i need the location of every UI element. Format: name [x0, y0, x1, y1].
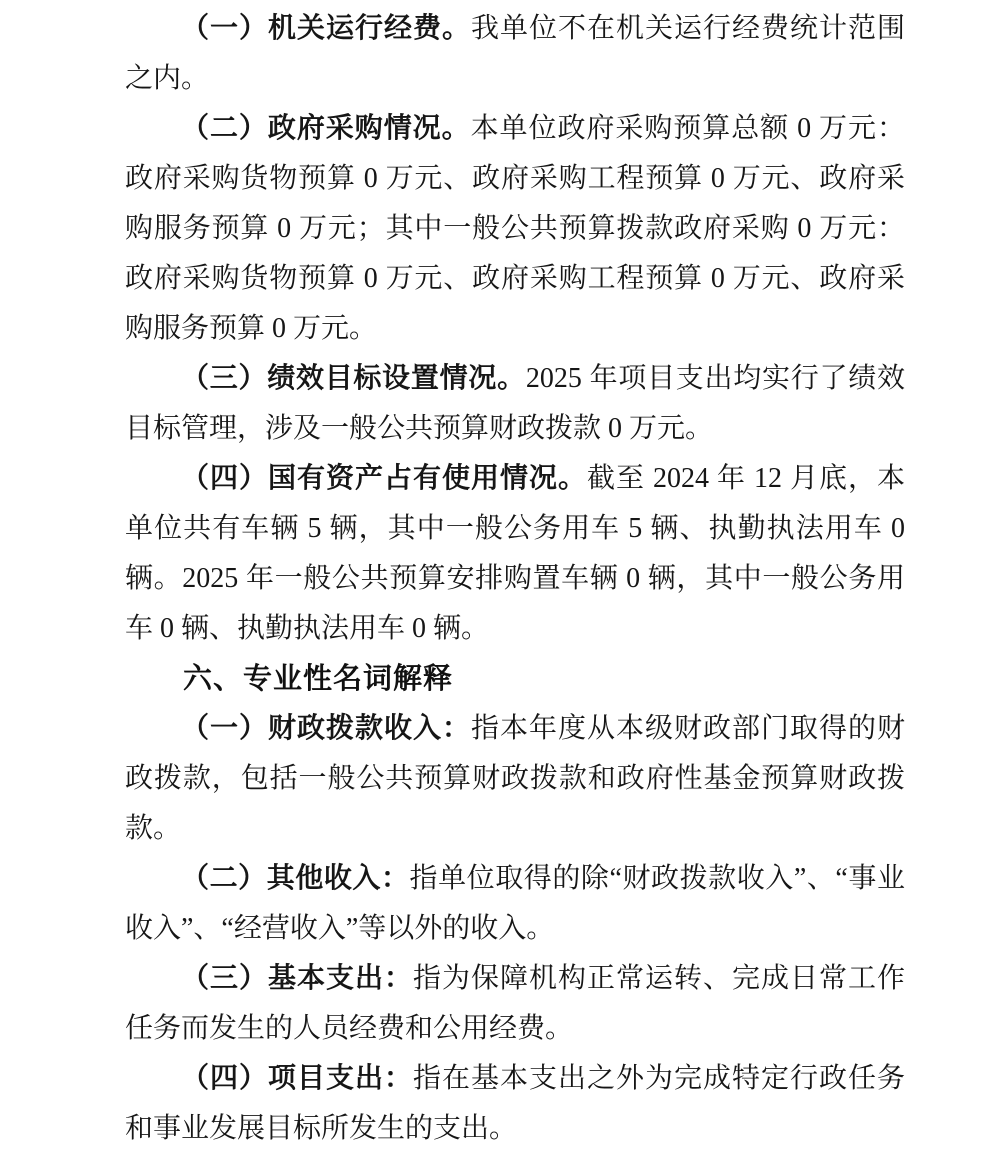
definition-text: 指单位取得的除“财政拨款收入”、“事业收入”、“经营收入”等以外的收入。: [125, 863, 905, 944]
document-body: [125, 4, 905, 1154]
paragraph-text: 本单位政府采购预算总额 0 万元：政府采购货物预算 0 万元、政府采购工程预算 0 万元、政府采购服务预算 0 万元；其中一般公共预算拨款政府采购 0 万元：政府采购货物预算 0 万元、政府采购工程预算 0 万元、政府采购服务预算 0 万元。: [125, 113, 905, 344]
paragraph-operating-funds: [125, 4, 905, 104]
definition-fiscal-appropriation-income: [125, 704, 905, 854]
section-heading: 六、专业性名词解释: [183, 663, 454, 695]
paragraph-text: 截至 2024 年 12 月底，本单位共有车辆 5 辆，其中一般公务用车 5 辆、执勤执法用车 0 辆。2025 年一般公共预算安排购置车辆 0 辆，其中一般公务用车 0 辆、执勤执法用车 0 辆。: [125, 463, 905, 644]
definition-basic-expenditure: [125, 954, 905, 1054]
paragraph-lead: （一）机关运行经费。: [181, 13, 471, 44]
paragraph-lead: （二）政府采购情况。: [181, 113, 471, 144]
definition-term: （一）财政拨款收入：: [181, 713, 471, 744]
definition-other-income: [125, 854, 905, 954]
paragraph-government-procurement: [125, 104, 905, 354]
definition-term: （二）其他收入：: [181, 863, 410, 894]
paragraph-performance-targets: [125, 354, 905, 454]
paragraph-text: 我单位不在机关运行经费统计范围之内。: [125, 13, 905, 94]
definition-text: 指为保障机构正常运转、完成日常工作任务而发生的人员经费和公用经费。: [125, 963, 905, 1044]
definition-term: （四）项目支出：: [181, 1063, 413, 1094]
definition-project-expenditure: [125, 1054, 905, 1154]
paragraph-text: 2025 年项目支出均实行了绩效目标管理，涉及一般公共预算财政拨款 0 万元。: [125, 363, 905, 444]
paragraph-lead: （三）绩效目标设置情况。: [181, 363, 526, 394]
definition-text: 指本年度从本级财政部门取得的财政拨款，包括一般公共预算财政拨款和政府性基金预算财政拨款。: [125, 713, 905, 844]
definition-term: （三）基本支出：: [181, 963, 413, 994]
paragraph-lead: （四）国有资产占有使用情况。: [181, 463, 587, 494]
paragraph-state-assets: [125, 454, 905, 654]
definition-text: 指在基本支出之外为完成特定行政任务和事业发展目标所发生的支出。: [125, 1063, 905, 1144]
